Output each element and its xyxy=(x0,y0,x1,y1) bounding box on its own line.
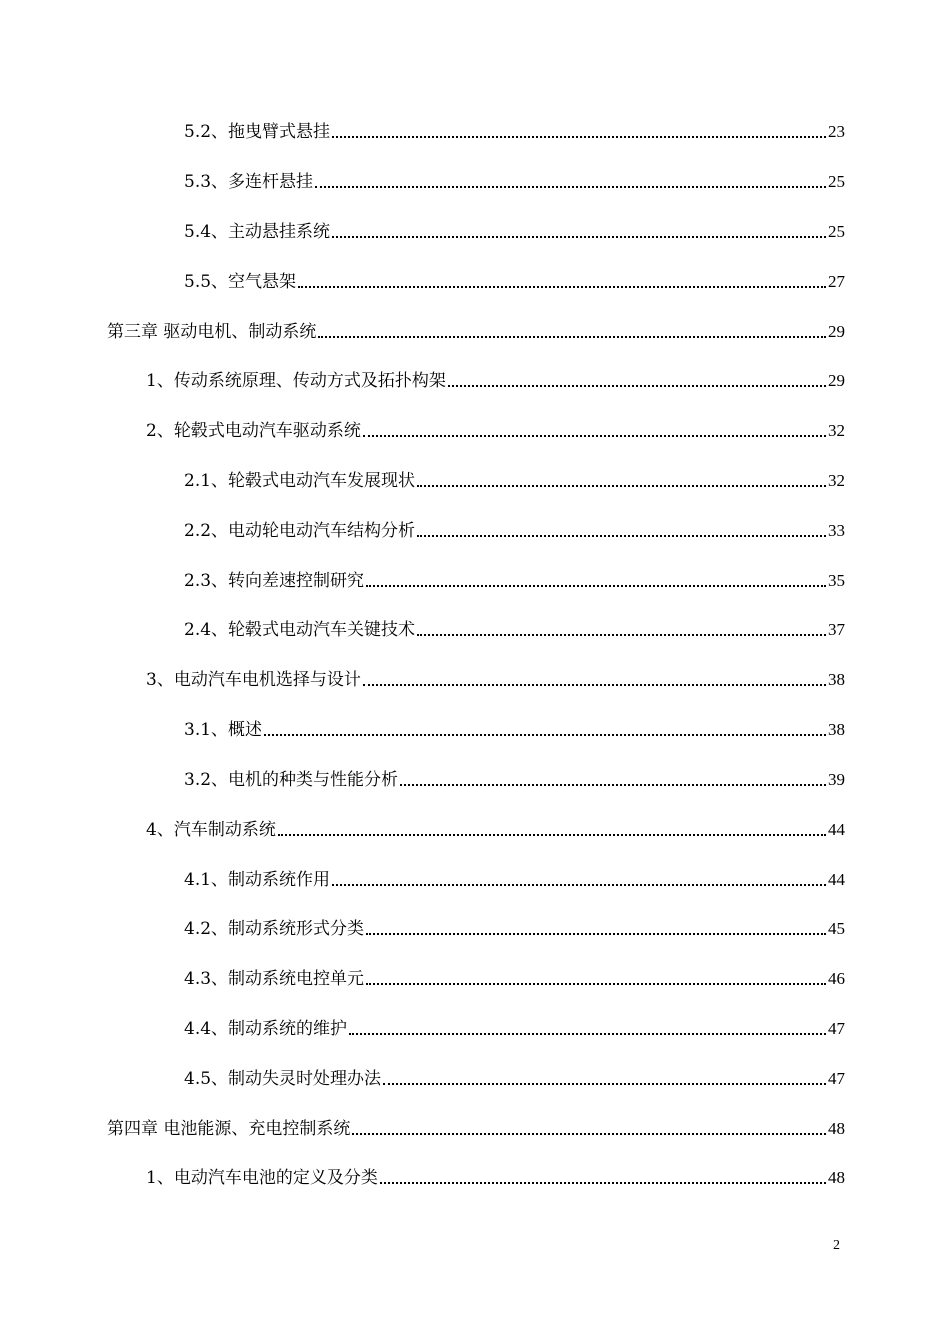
toc-entry-title: 2、轮毂式电动汽车驱动系统 xyxy=(146,421,361,441)
toc-entry-page: 47 xyxy=(828,1019,845,1038)
toc-dot-leader xyxy=(448,385,826,387)
toc-entry-title: 2.4、轮毂式电动汽车关键技术 xyxy=(184,620,416,640)
toc-entry[interactable] xyxy=(184,1059,845,1089)
toc-entry-title: 5.5、空气悬架 xyxy=(184,272,297,292)
toc-dot-leader xyxy=(332,136,826,138)
toc-entry-page: 39 xyxy=(828,770,845,789)
toc-entry-title: 1、传动系统原理、传动方式及拓扑构架 xyxy=(146,371,446,391)
toc-dot-leader xyxy=(417,535,826,537)
toc-entry-page: 29 xyxy=(828,322,845,341)
toc-entry-page: 44 xyxy=(828,820,845,839)
toc-entry-title: 3、电动汽车电机选择与设计 xyxy=(146,670,361,690)
toc-entry[interactable] xyxy=(184,162,845,192)
toc-entry[interactable] xyxy=(184,561,845,591)
toc-dot-leader xyxy=(366,585,826,587)
page-number: 2 xyxy=(833,1238,840,1253)
toc-entry-title: 3.2、电机的种类与性能分析 xyxy=(184,770,399,790)
toc-entry-page: 37 xyxy=(828,620,845,639)
toc-entry-title: 2.2、电动轮电动汽车结构分析 xyxy=(184,521,416,541)
toc-dot-leader xyxy=(417,634,826,636)
toc-entry-page: 33 xyxy=(828,521,845,540)
toc-entry-title: 1、电动汽车电池的定义及分类 xyxy=(146,1168,378,1188)
toc-entry-title: 2.3、转向差速控制研究 xyxy=(184,571,365,591)
toc-section-entry[interactable] xyxy=(146,1158,845,1188)
toc-dot-leader xyxy=(352,1133,826,1135)
toc-entry[interactable] xyxy=(184,262,845,292)
toc-entry-title: 4.5、制动失灵时处理办法 xyxy=(184,1069,382,1089)
toc-dot-leader xyxy=(363,435,826,437)
toc-entry-title: 4.1、制动系统作用 xyxy=(184,870,331,890)
toc-entry[interactable] xyxy=(184,710,845,740)
toc-entry-page: 46 xyxy=(828,969,845,988)
toc-dot-leader xyxy=(349,1033,826,1035)
toc-entry-page: 25 xyxy=(828,222,845,241)
toc-dot-leader xyxy=(400,784,826,786)
toc-entry-page: 32 xyxy=(828,471,845,490)
toc-entry-title: 4、汽车制动系统 xyxy=(146,820,276,840)
toc-dot-leader xyxy=(332,884,826,886)
toc-entry-page: 44 xyxy=(828,870,845,889)
toc-chapter-entry[interactable] xyxy=(107,1109,845,1139)
toc-dot-leader xyxy=(417,485,826,487)
toc-entry-title: 2.1、轮毂式电动汽车发展现状 xyxy=(184,471,416,491)
toc-entry-page: 48 xyxy=(828,1168,845,1187)
toc-chapter-entry[interactable] xyxy=(107,312,845,342)
toc-entry-page: 27 xyxy=(828,272,845,291)
toc-entry-title: 3.1、概述 xyxy=(184,720,263,740)
toc-entry-page: 38 xyxy=(828,670,845,689)
toc-entry[interactable] xyxy=(184,511,845,541)
toc-entry-title: 第四章 电池能源、充电控制系统 xyxy=(107,1119,351,1139)
toc-entry-title: 第三章 驱动电机、制动系统 xyxy=(107,322,317,342)
toc-entry-page: 48 xyxy=(828,1119,845,1138)
toc-dot-leader xyxy=(264,734,826,736)
toc-entry[interactable] xyxy=(184,1009,845,1039)
toc-entry[interactable] xyxy=(184,959,845,989)
toc-dot-leader xyxy=(298,286,826,288)
toc-entry-page: 25 xyxy=(828,172,845,191)
toc-dot-leader xyxy=(332,236,826,238)
toc-entry-title: 4.4、制动系统的维护 xyxy=(184,1019,348,1039)
toc-section-entry[interactable] xyxy=(146,810,845,840)
toc-section-entry[interactable] xyxy=(146,660,845,690)
toc-entry[interactable] xyxy=(184,212,845,242)
toc-dot-leader xyxy=(278,834,826,836)
toc-dot-leader xyxy=(315,186,826,188)
toc-section-entry[interactable] xyxy=(146,361,845,391)
toc-dot-leader xyxy=(366,933,826,935)
toc-entry-title: 4.2、制动系统形式分类 xyxy=(184,919,365,939)
toc-entry-title: 4.3、制动系统电控单元 xyxy=(184,969,365,989)
toc-entry-page: 35 xyxy=(828,571,845,590)
toc-entry[interactable] xyxy=(184,461,845,491)
toc-dot-leader xyxy=(383,1083,826,1085)
toc-dot-leader xyxy=(363,684,826,686)
toc-section-entry[interactable] xyxy=(146,411,845,441)
toc-dot-leader xyxy=(318,336,826,338)
toc-entry[interactable] xyxy=(184,860,845,890)
toc-entry-page: 45 xyxy=(828,919,845,938)
toc-entry[interactable] xyxy=(184,760,845,790)
toc-entry-title: 5.3、多连杆悬挂 xyxy=(184,172,314,192)
toc-entry[interactable] xyxy=(184,610,845,640)
toc-dot-leader xyxy=(366,983,826,985)
toc-entry-page: 38 xyxy=(828,720,845,739)
toc-dot-leader xyxy=(380,1182,826,1184)
toc-entry-page: 32 xyxy=(828,421,845,440)
toc-entry-page: 29 xyxy=(828,371,845,390)
toc-entry-page: 47 xyxy=(828,1069,845,1088)
toc-entry[interactable] xyxy=(184,112,845,142)
toc-entry-title: 5.2、拖曳臂式悬挂 xyxy=(184,122,331,142)
toc-entry[interactable] xyxy=(184,909,845,939)
toc-entry-page: 23 xyxy=(828,122,845,141)
toc-entry-title: 5.4、主动悬挂系统 xyxy=(184,222,331,242)
